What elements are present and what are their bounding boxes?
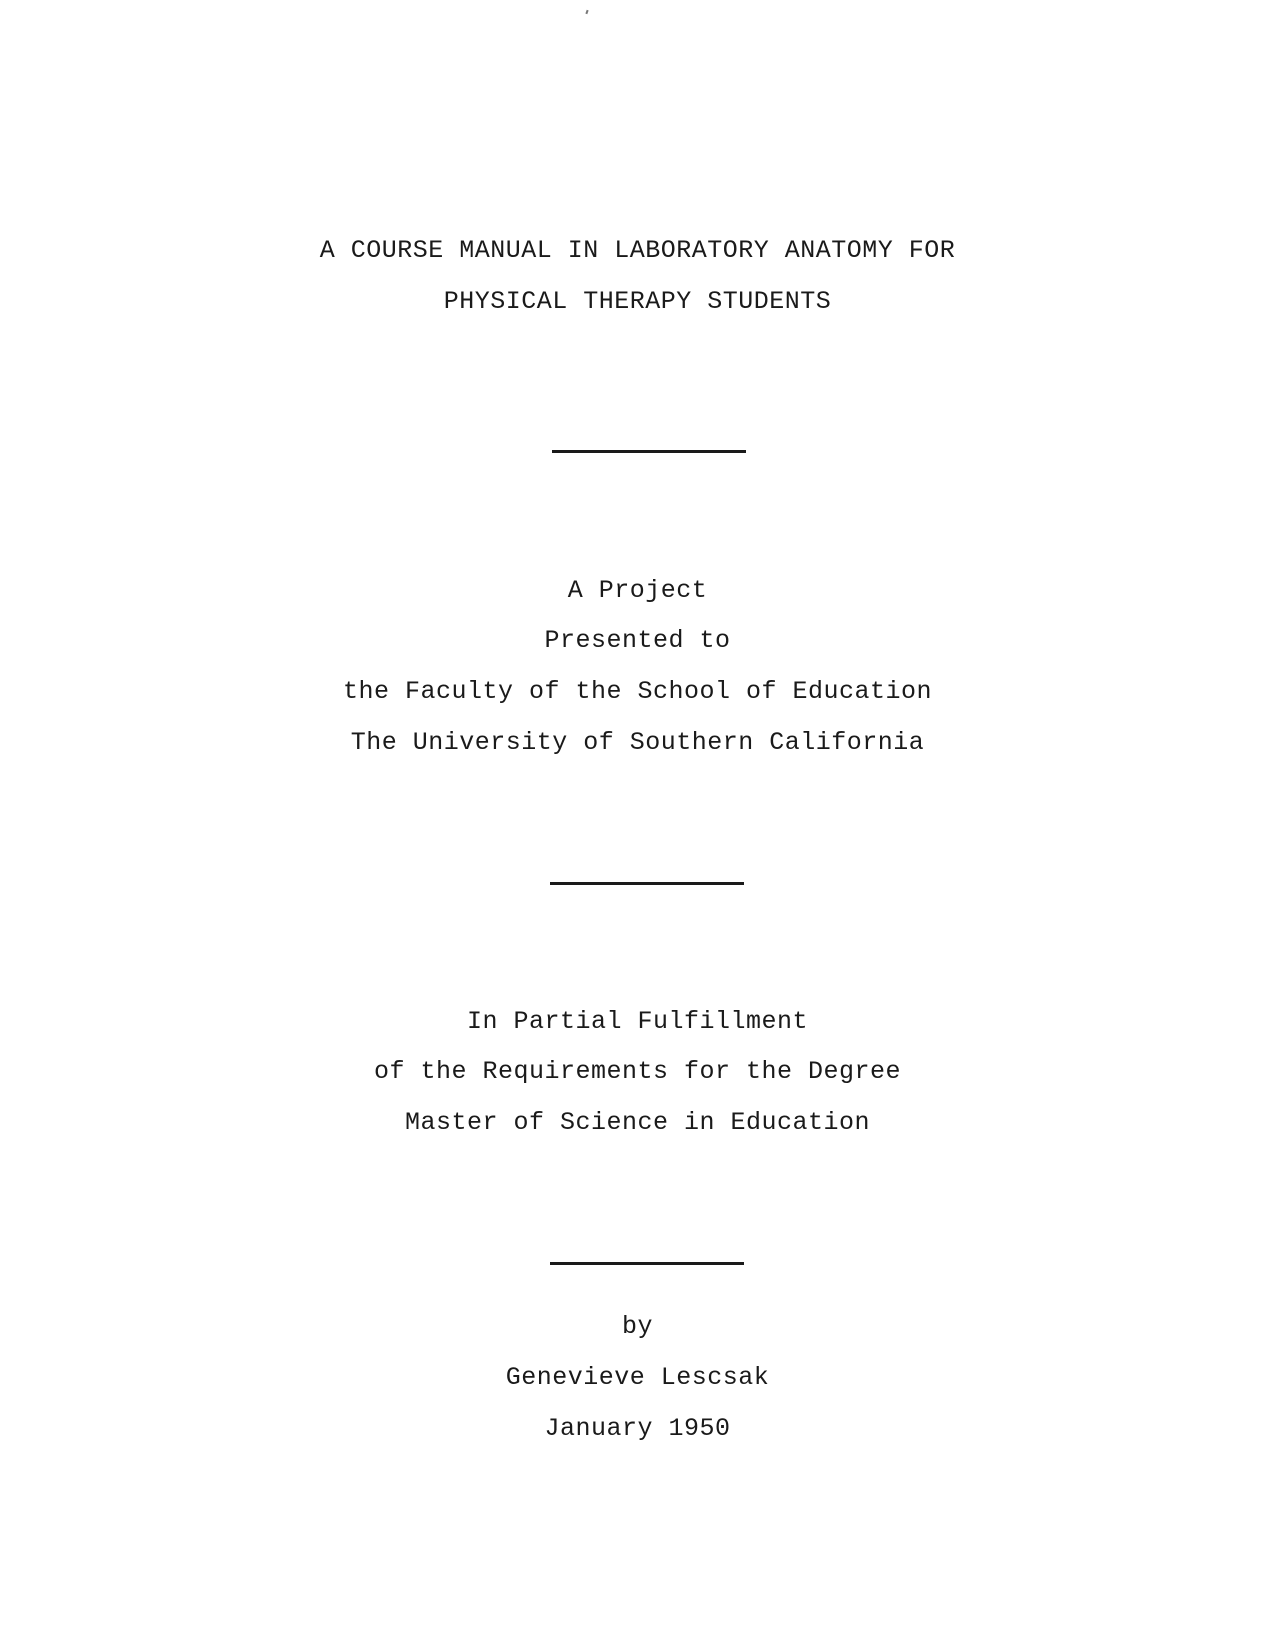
degree-line: Master of Science in Education	[404, 1108, 871, 1137]
presented-to-line: Presented to	[544, 626, 731, 655]
project-line: A Project	[567, 576, 708, 605]
university-line: The University of Southern California	[350, 728, 925, 757]
divider-rule-1	[552, 450, 746, 453]
fulfillment-line: In Partial Fulfillment	[466, 1007, 809, 1036]
title-line-2: PHYSICAL THERAPY STUDENTS	[443, 287, 832, 316]
requirements-line: of the Requirements for the Degree	[373, 1057, 902, 1086]
divider-rule-3	[550, 1262, 744, 1265]
author-name: Genevieve Lescsak	[505, 1363, 770, 1392]
divider-rule-2	[550, 882, 744, 885]
date-line: January 1950	[544, 1414, 731, 1443]
by-line: by	[621, 1312, 653, 1341]
title-line-1: A COURSE MANUAL IN LABORATORY ANATOMY FOR	[319, 236, 956, 265]
scan-speck	[585, 10, 588, 14]
faculty-line: the Faculty of the School of Education	[342, 677, 933, 706]
